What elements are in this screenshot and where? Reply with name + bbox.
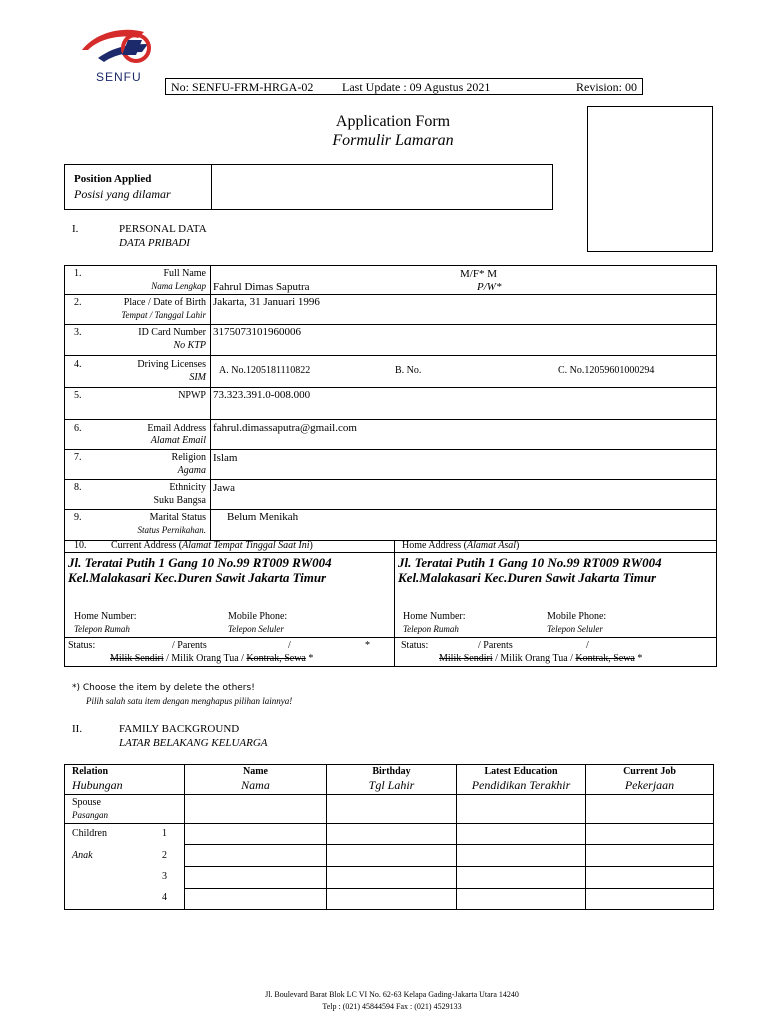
row-6-label-id: Alamat Email — [150, 435, 206, 446]
gender-label-id: P/W* — [477, 281, 502, 293]
row-7-number: 7. — [74, 452, 82, 463]
gender-field[interactable]: M/F* M — [460, 268, 497, 280]
last-update: Last Update : 09 Agustus 2021 — [342, 80, 491, 94]
section-2-title: FAMILY BACKGROUND — [119, 723, 240, 735]
section-1-title-id: DATA PRIBADI — [119, 237, 190, 249]
row-3-number: 3. — [74, 327, 82, 338]
revision: Revision: 00 — [576, 80, 638, 94]
current-status-label: Status: — [68, 640, 96, 651]
row-4-label: Driving Licenses — [137, 359, 206, 370]
senfu-logo-icon — [78, 22, 158, 70]
npwp-field[interactable]: 73.323.391.0-008.000 — [213, 389, 311, 401]
row-8-label-id: Suku Bangsa — [153, 495, 206, 506]
current-address-label: Current Address (Alamat Tempat Tinggal Saat Ini) — [111, 540, 313, 551]
family-header-birthday-id: Tgl Lahir — [368, 778, 415, 792]
email-field[interactable]: fahrul.dimassaputra@gmail.com — [213, 422, 357, 434]
child-number-4: 4 — [162, 892, 167, 903]
sim-c-field[interactable]: C. No.12059601000294 — [558, 365, 655, 376]
home-status-slash: / — [586, 640, 589, 651]
birth-field[interactable]: Jakarta, 31 Januari 1996 — [213, 296, 320, 308]
family-header-job: Current Job — [623, 766, 676, 777]
home-mobile-label: Mobile Phone: — [547, 611, 607, 622]
company-logo — [78, 22, 158, 86]
home-status-parents[interactable]: / Parents — [478, 640, 513, 651]
family-header-name-id: Nama — [241, 778, 270, 792]
row-4-number: 4. — [74, 359, 82, 370]
row-7-label: Religion — [171, 452, 206, 463]
spouse-label-id: Pasangan — [72, 810, 108, 820]
logo-text: SENFU — [96, 70, 142, 84]
current-address-line2[interactable]: Kel.Malakasari Kec.Duren Sawit Jakarta Timur — [68, 570, 327, 585]
row-5-number: 5. — [74, 390, 82, 401]
child-number-3: 3 — [162, 871, 167, 882]
marital-field[interactable]: Belum Menikah — [227, 511, 299, 523]
footer-contact: Telp : (021) 45844594 Fax : (021) 4529133 — [322, 1002, 462, 1011]
row-1-number: 1. — [74, 268, 82, 279]
sim-b-field[interactable]: B. No. — [395, 365, 422, 376]
family-header-relation-id: Hubungan — [72, 778, 123, 792]
family-header-name: Name — [243, 766, 268, 777]
family-header-job-id: Pekerjaan — [624, 778, 675, 792]
row-1-label-id: Nama Lengkap — [151, 281, 206, 291]
row-2-label-id: Tempat / Tanggal Lahir — [121, 310, 206, 320]
current-status-star: * — [365, 640, 370, 651]
home-mobile-label-id: Telepon Seluler — [547, 624, 603, 634]
row-8-number: 8. — [74, 482, 82, 493]
child-number-2: 2 — [162, 850, 167, 861]
doc-number: No: SENFU-FRM-HRGA-02 — [171, 80, 314, 94]
row-5-label: NPWP — [178, 390, 206, 401]
position-label: Position Applied — [74, 173, 152, 185]
row-7-label-id: Agama — [177, 465, 206, 476]
family-header-birthday: Birthday — [372, 766, 411, 777]
row-9-number: 9. — [74, 512, 82, 523]
row-6-label: Email Address — [147, 423, 206, 434]
row-9-label-id: Status Pernikahan. — [137, 525, 206, 535]
home-address-line1[interactable]: Jl. Teratai Putih 1 Gang 10 No.99 RT009 RW004 — [398, 555, 662, 570]
current-mobile-label: Mobile Phone: — [228, 611, 288, 622]
home-home-number-label: Home Number: — [403, 611, 466, 622]
footer-address: Jl. Boulevard Barat Blok LC VI No. 62-63 Kelapa Gading-Jakarta Utara 14240 — [265, 990, 519, 999]
current-home-number-label-id: Telepon Rumah — [74, 624, 130, 634]
current-home-number-label: Home Number: — [74, 611, 137, 622]
full-name-field[interactable]: Fahrul Dimas Saputra — [213, 281, 310, 293]
family-header-education-id: Pendidikan Terakhir — [471, 778, 571, 792]
row-8-label: Ethnicity — [169, 482, 206, 493]
row-3-label: ID Card Number — [138, 327, 206, 338]
section-1-title: PERSONAL DATA — [119, 223, 207, 235]
current-status-options[interactable]: Milik Sendiri / Milik Orang Tua / Kontrak, Sewa * — [110, 653, 314, 664]
position-input[interactable] — [213, 166, 551, 208]
children-label: Children — [72, 828, 107, 839]
section-1-number: I. — [72, 223, 79, 235]
row-2-label: Place / Date of Birth — [123, 297, 206, 308]
note-text-id: Pilih salah satu item dengan menghapus pilihan lainnya! — [86, 696, 293, 706]
current-status-parents[interactable]: / Parents — [172, 640, 207, 651]
row-9-label: Marital Status — [149, 512, 206, 523]
child-number-1: 1 — [162, 828, 167, 839]
form-title-id: Formulir Lamaran — [332, 132, 454, 149]
note-text: *) Choose the item by delete the others! — [72, 683, 255, 693]
position-label-id: Posisi yang dilamar — [74, 187, 171, 201]
sim-a-field[interactable]: A. No.1205181110822 — [219, 365, 311, 376]
current-mobile-label-id: Telepon Seluler — [228, 624, 284, 634]
children-label-id: Anak — [72, 850, 93, 861]
spouse-label: Spouse — [72, 797, 101, 808]
home-address-label: Home Address (Alamat Asal) — [402, 540, 520, 551]
current-status-slash: / — [288, 640, 291, 651]
home-home-number-label-id: Telepon Rumah — [403, 624, 459, 634]
form-title: Application Form — [335, 113, 451, 130]
id-card-field[interactable]: 3175073101960006 — [213, 326, 301, 338]
home-status-options[interactable]: Milik Sendiri / Milik Orang Tua / Kontrak, Sewa * — [439, 653, 643, 664]
row-1-label: Full Name — [163, 268, 206, 279]
row-10-number: 10. — [74, 540, 87, 551]
photo-box[interactable] — [587, 106, 713, 252]
row-4-label-id: SIM — [189, 372, 206, 383]
home-status-label: Status: — [401, 640, 429, 651]
religion-field[interactable]: Islam — [213, 452, 238, 464]
row-2-number: 2. — [74, 297, 82, 308]
current-address-line1[interactable]: Jl. Teratai Putih 1 Gang 10 No.99 RT009 RW004 — [68, 555, 332, 570]
row-3-label-id: No KTP — [173, 340, 206, 351]
ethnicity-field[interactable]: Jawa — [213, 482, 235, 494]
family-header-education: Latest Education — [484, 766, 558, 777]
family-header-relation: Relation — [72, 766, 109, 777]
row-6-number: 6. — [74, 423, 82, 434]
section-2-number: II. — [72, 723, 83, 735]
home-address-line2[interactable]: Kel.Malakasari Kec.Duren Sawit Jakarta Timur — [398, 570, 657, 585]
section-2-title-id: LATAR BELAKANG KELUARGA — [119, 737, 268, 749]
